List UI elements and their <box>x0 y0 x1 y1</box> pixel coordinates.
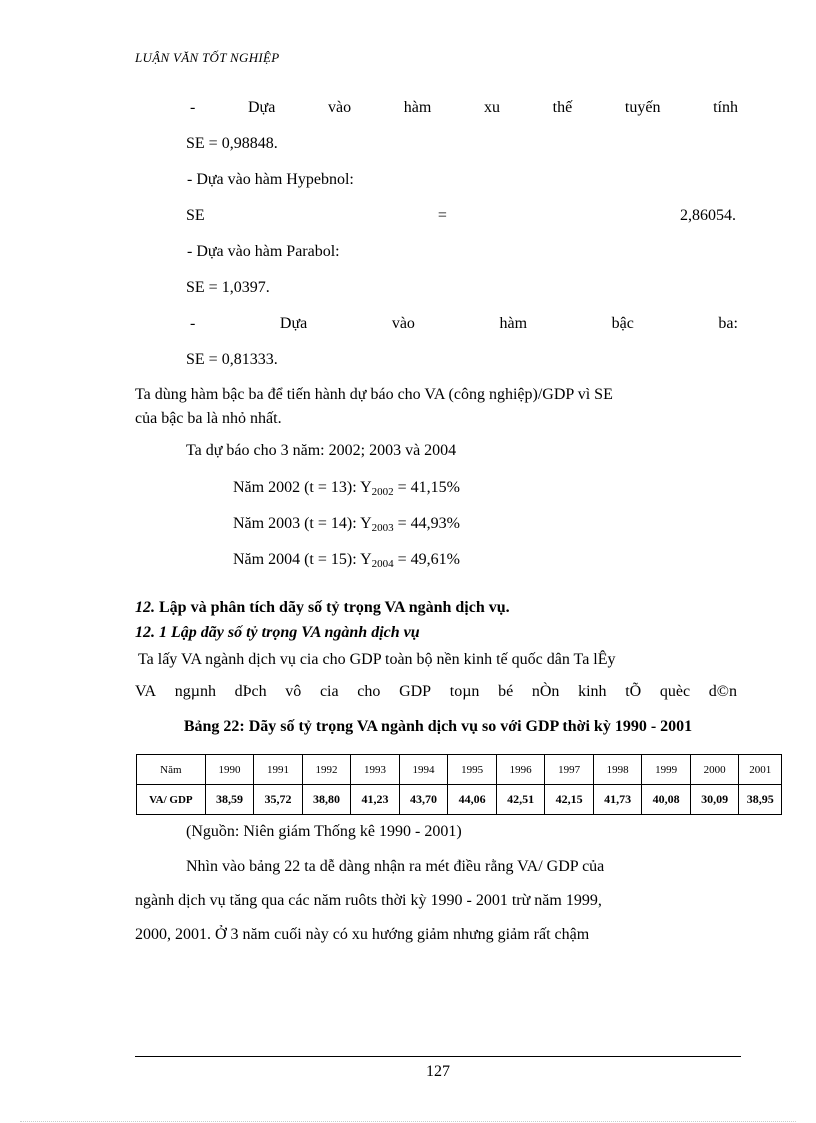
word: tuyến <box>624 99 661 116</box>
word: kinh <box>578 683 607 700</box>
word: GDP <box>399 683 432 700</box>
word: 2,86054. <box>679 207 736 224</box>
word: vào <box>328 99 352 116</box>
word: Dựa <box>279 315 308 332</box>
forecast-row-2004: Năm 2004 (t = 15): $Y_{2004} = 49,61\%$ <box>233 551 460 570</box>
word: SE <box>186 207 205 224</box>
item-hyperbol: - Dựa vào hàm Hypebnol: <box>187 171 354 188</box>
paragraph-line: của bậc ba là nhỏ nhất. <box>135 410 282 427</box>
year-cell: 2001 <box>739 755 782 785</box>
word: quèc <box>659 683 691 700</box>
value-cell: 42,51 <box>496 785 545 815</box>
year-cell: 1993 <box>351 755 400 785</box>
value-cell: 30,09 <box>690 785 739 815</box>
paragraph-line: Ta lấy VA ngành dịch vụ cia cho GDP toàn bộ nền kinh tế quốc dân Ta lÊy <box>138 651 616 668</box>
paragraph-line: Ta dùng hàm bậc ba để tiến hành dự báo cho VA (công nghiệp)/GDP vì SE <box>135 386 613 403</box>
table-caption: Bảng 22: Dãy số tỷ trọng VA ngành dịch vụ so với GDP thời kỳ 1990 - 2001 <box>183 718 693 735</box>
year-cell: 1992 <box>302 755 351 785</box>
page-number: 127 <box>426 1063 450 1080</box>
year-cell: 1990 <box>205 755 254 785</box>
year-cell: 1995 <box>448 755 497 785</box>
se-linear: SE = 0,98848. <box>186 135 278 152</box>
value-cell: 38,59 <box>205 785 254 815</box>
year-cell: 2000 <box>690 755 739 785</box>
value-cell: 38,80 <box>302 785 351 815</box>
word: xu <box>484 99 500 116</box>
paragraph-line: Nhìn vào bảng 22 ta dễ dàng nhận ra mét điều rằng VA/ GDP của <box>186 858 605 875</box>
table-row-values <box>137 785 782 815</box>
value-cell: 41,23 <box>351 785 400 815</box>
running-header: LUẬN VĂN TỐT NGHIỆP <box>135 50 280 65</box>
paragraph-line: ngành dịch vụ tăng qua các năm ruôts thời kỳ 1990 - 2001 trừ năm 1999, <box>135 892 602 909</box>
word: ba: <box>718 315 738 332</box>
row-label: VA/ GDP <box>137 785 206 815</box>
word: bậc <box>611 315 634 332</box>
page-edge-divider <box>20 1121 796 1122</box>
forecast-row-2003: Năm 2003 (t = 14): $Y_{2003} = 44,93\%$ <box>233 515 460 534</box>
row-label: Năm <box>137 755 206 785</box>
word: VA <box>135 683 157 700</box>
value-cell: 43,70 <box>399 785 448 815</box>
footer-rule <box>135 1056 741 1057</box>
value-cell: 42,15 <box>545 785 594 815</box>
item-linear-trend <box>190 98 738 118</box>
year-cell: 1997 <box>545 755 594 785</box>
value-cell: 40,08 <box>642 785 691 815</box>
word: tính <box>713 99 738 116</box>
word: cho <box>357 683 381 700</box>
word: nÒn <box>531 683 560 700</box>
year-cell: 1994 <box>399 755 448 785</box>
value-cell: 35,72 <box>254 785 303 815</box>
word: thế <box>552 99 573 116</box>
year-cell: 1999 <box>642 755 691 785</box>
value-cell: 44,06 <box>448 785 497 815</box>
se-cubic: SE = 0,81333. <box>186 351 278 368</box>
data-table <box>136 754 782 815</box>
forecast-row-2002: Năm 2002 (t = 13): $Y_{2002} = 41,15\%$ <box>233 479 460 498</box>
forecast-intro: Ta dự báo cho 3 năm: 2002; 2003 và 2004 <box>186 442 457 459</box>
year-cell: 1996 <box>496 755 545 785</box>
word: cia <box>319 683 339 700</box>
garbled-line <box>135 682 737 702</box>
item-cubic <box>190 314 738 334</box>
section-heading: 12. Lập và phân tích dãy số tỷ trọng VA ngành dịch vụ. <box>135 599 510 616</box>
word: tÕ <box>625 683 642 700</box>
word: bé <box>498 683 514 700</box>
word: hàm <box>499 315 528 332</box>
word: vô <box>285 683 302 700</box>
subsection-heading: 12. 1 Lập dãy số tỷ trọng VA ngành dịch vụ <box>135 624 420 641</box>
value-cell: 41,73 <box>593 785 642 815</box>
word: = <box>437 207 447 224</box>
year-cell: 1991 <box>254 755 303 785</box>
item-parabol: - Dựa vào hàm Parabol: <box>187 243 340 260</box>
word: vào <box>391 315 415 332</box>
word: ngµnh <box>174 683 216 700</box>
word: toµn <box>449 683 480 700</box>
word: - <box>190 315 196 332</box>
word: d©n <box>708 683 737 700</box>
se-hyperbol <box>186 206 736 226</box>
word: Dựa <box>248 99 276 116</box>
table-row-years <box>137 755 782 785</box>
word: dÞch <box>234 683 267 700</box>
year-cell: 1998 <box>593 755 642 785</box>
table-source: (Nguồn: Niên giám Thống kê 1990 - 2001) <box>186 823 462 840</box>
word: hàm <box>403 99 432 116</box>
word: - <box>190 99 196 116</box>
se-parabol: SE = 1,0397. <box>186 279 270 296</box>
value-cell: 38,95 <box>739 785 782 815</box>
paragraph-line: 2000, 2001. Ở 3 năm cuối này có xu hướng giảm nhưng giảm rất chậm <box>135 926 590 943</box>
